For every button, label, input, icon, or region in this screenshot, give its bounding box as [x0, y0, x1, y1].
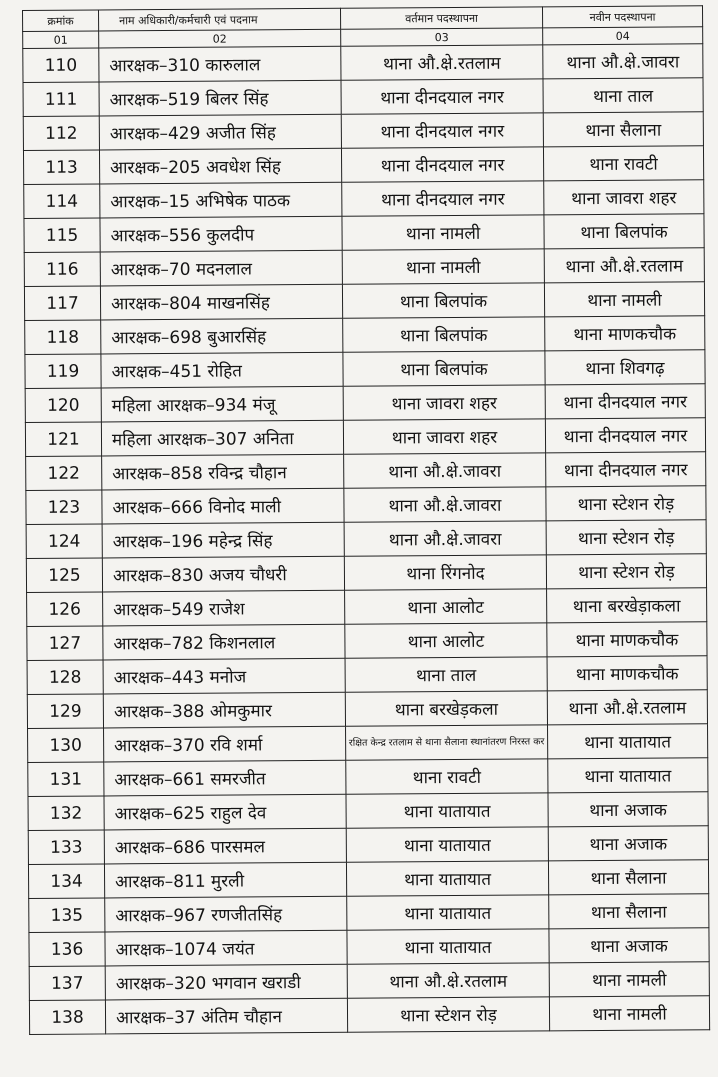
- new-posting-cell: थाना अजाक: [548, 826, 708, 861]
- new-posting-cell: थाना सैलाना: [543, 112, 703, 147]
- serial-number-cell: 111: [23, 82, 99, 117]
- table-row: [24, 248, 704, 287]
- new-posting-cell: थाना स्टेशन रोड़: [546, 520, 706, 555]
- header-new-posting: नवीन पदस्थापना: [542, 6, 702, 28]
- serial-number-cell: 131: [28, 762, 104, 797]
- current-posting-cell: थाना बिलपांक: [343, 351, 545, 386]
- current-posting-cell: थाना आलोट: [345, 623, 547, 658]
- table-row: [26, 554, 706, 593]
- current-posting-cell: थाना दीनदयाल नगर: [341, 147, 543, 182]
- serial-number-cell: 134: [28, 864, 104, 899]
- new-posting-cell: थाना माणकचौक: [545, 316, 705, 351]
- serial-number-cell: 119: [25, 354, 101, 389]
- table-row: [24, 214, 704, 253]
- name-designation-cell: आरक्षक–205 अवधेश सिंह: [99, 148, 341, 184]
- table-row: [25, 316, 705, 355]
- column-number: 03: [341, 28, 543, 46]
- current-posting-cell: थाना औ.क्षे.रतलाम: [341, 45, 543, 80]
- new-posting-cell: थाना दीनदयाल नगर: [545, 418, 705, 453]
- table-row: [24, 180, 704, 219]
- new-posting-cell: थाना यातायात: [548, 758, 708, 793]
- table-row: [24, 282, 704, 321]
- current-posting-cell: थाना जावरा शहर: [343, 385, 545, 420]
- name-designation-cell: आरक्षक–661 समरजीत: [104, 760, 346, 796]
- serial-number-cell: 116: [24, 252, 100, 287]
- name-designation-cell: आरक्षक–37 अंतिम चौहान: [105, 998, 347, 1034]
- name-designation-cell: आरक्षक–830 अजय चौधरी: [102, 556, 344, 592]
- name-designation-cell: आरक्षक–967 रणजीतसिंह: [105, 896, 347, 932]
- table-row: [25, 350, 705, 389]
- name-designation-cell: आरक्षक–196 महेन्द्र सिंह: [102, 522, 344, 558]
- current-posting-cell: थाना दीनदयाल नगर: [341, 79, 543, 114]
- table-row: [29, 894, 709, 933]
- new-posting-cell: थाना दीनदयाल नगर: [546, 452, 706, 487]
- name-designation-cell: आरक्षक–310 कारुलाल: [99, 46, 341, 82]
- serial-number-cell: 124: [26, 524, 102, 559]
- new-posting-cell: थाना माणकचौक: [547, 656, 707, 691]
- current-posting-cell: रक्षित केन्द्र रतलाम से थाना सैलाना स्थानांतरण निरस्त कर: [346, 725, 548, 760]
- name-designation-cell: आरक्षक–811 मुरली: [104, 862, 346, 898]
- serial-number-cell: 121: [25, 422, 101, 457]
- name-designation-cell: आरक्षक–1074 जयंत: [105, 930, 347, 966]
- serial-number-cell: 129: [27, 694, 103, 729]
- current-posting-cell: थाना यातायात: [346, 861, 548, 896]
- name-designation-cell: आरक्षक–698 बुआरसिंह: [101, 318, 343, 354]
- new-posting-cell: थाना बरखेड़ाकला: [547, 588, 707, 623]
- new-posting-cell: थाना दीनदयाल नगर: [545, 384, 705, 419]
- new-posting-cell: थाना बिलपांक: [544, 214, 704, 249]
- name-designation-cell: महिला आरक्षक–934 मंजू: [101, 386, 343, 422]
- current-posting-cell: थाना औ.क्षे.जावरा: [344, 453, 546, 488]
- table-row: [28, 860, 708, 899]
- serial-number-cell: 136: [29, 932, 105, 967]
- current-posting-cell: थाना नामली: [342, 215, 544, 250]
- table-row: [27, 656, 707, 695]
- current-posting-cell: थाना नामली: [342, 249, 544, 284]
- serial-number-cell: 110: [23, 48, 99, 83]
- serial-number-cell: 118: [25, 320, 101, 355]
- serial-number-cell: 130: [28, 728, 104, 763]
- new-posting-cell: थाना अजाक: [548, 792, 708, 827]
- table-row: [23, 112, 703, 151]
- table-row: [28, 792, 708, 831]
- current-posting-cell: थाना रावटी: [346, 759, 548, 794]
- table-row: [27, 622, 707, 661]
- column-number: 01: [23, 31, 99, 49]
- current-posting-cell: थाना बरखेड़कला: [345, 691, 547, 726]
- current-posting-cell: थाना यातायात: [347, 895, 549, 930]
- new-posting-cell: थाना नामली: [544, 282, 704, 317]
- serial-number-cell: 137: [29, 966, 105, 1001]
- column-number: 02: [99, 29, 341, 48]
- name-designation-cell: आरक्षक–625 राहुल देव: [104, 794, 346, 830]
- serial-number-cell: 133: [28, 830, 104, 865]
- table-row: [23, 78, 703, 117]
- name-designation-cell: आरक्षक–70 मदनलाल: [100, 250, 342, 286]
- serial-number-cell: 112: [23, 116, 99, 151]
- table-row: [26, 452, 706, 491]
- table-row: [29, 996, 709, 1035]
- table-row: [25, 384, 705, 423]
- transfer-list-sheet: [22, 5, 709, 1035]
- column-number: 04: [543, 27, 703, 45]
- transfer-table: [22, 5, 710, 1035]
- serial-number-cell: 123: [26, 490, 102, 525]
- name-designation-cell: महिला आरक्षक–307 अनिता: [101, 420, 343, 456]
- header-serial: क्रमांक: [23, 10, 99, 32]
- new-posting-cell: थाना औ.क्षे.रतलाम: [544, 248, 704, 283]
- serial-number-cell: 127: [27, 626, 103, 661]
- new-posting-cell: थाना सैलाना: [548, 860, 708, 895]
- name-designation-cell: आरक्षक–549 राजेश: [103, 590, 345, 626]
- current-posting-cell: थाना यातायात: [347, 929, 549, 964]
- serial-number-cell: 113: [23, 150, 99, 185]
- new-posting-cell: थाना यातायात: [548, 724, 708, 759]
- table-row: [28, 758, 708, 797]
- name-designation-cell: आरक्षक–519 बिलर सिंह: [99, 80, 341, 116]
- new-posting-cell: थाना औ.क्षे.रतलाम: [547, 690, 707, 725]
- current-posting-cell: थाना यातायात: [346, 793, 548, 828]
- new-posting-cell: थाना नामली: [549, 962, 709, 997]
- new-posting-cell: थाना शिवगढ़: [545, 350, 705, 385]
- name-designation-cell: आरक्षक–443 मनोज: [103, 658, 345, 694]
- current-posting-cell: थाना स्टेशन रोड़: [347, 997, 549, 1032]
- new-posting-cell: थाना माणकचौक: [547, 622, 707, 657]
- serial-number-cell: 135: [29, 898, 105, 933]
- serial-number-cell: 125: [26, 558, 102, 593]
- name-designation-cell: आरक्षक–782 किशनलाल: [103, 624, 345, 660]
- current-posting-cell: थाना ताल: [345, 657, 547, 692]
- table-row: [27, 690, 707, 729]
- table-row: [29, 962, 709, 1001]
- name-designation-cell: आरक्षक–15 अभिषेक पाठक: [100, 182, 342, 218]
- current-posting-cell: थाना औ.क्षे.रतलाम: [347, 963, 549, 998]
- name-designation-cell: आरक्षक–686 पारसमल: [104, 828, 346, 864]
- current-posting-cell: थाना औ.क्षे.जावरा: [344, 487, 546, 522]
- new-posting-cell: थाना ताल: [543, 78, 703, 113]
- current-posting-cell: थाना आलोट: [345, 589, 547, 624]
- serial-number-cell: 120: [25, 388, 101, 423]
- table-row: [28, 826, 708, 865]
- new-posting-cell: थाना जावरा शहर: [544, 180, 704, 215]
- header-current-posting: वर्तमान पदस्थापना: [340, 7, 542, 29]
- name-designation-cell: आरक्षक–858 रविन्द्र चौहान: [102, 454, 344, 490]
- current-posting-cell: थाना रिंगनोद: [344, 555, 546, 590]
- new-posting-cell: थाना अजाक: [549, 928, 709, 963]
- serial-number-cell: 122: [26, 456, 102, 491]
- new-posting-cell: थाना रावटी: [543, 146, 703, 181]
- serial-number-cell: 126: [27, 592, 103, 627]
- name-designation-cell: आरक्षक–320 भगवान खराडी: [105, 964, 347, 1000]
- table-row: [27, 588, 707, 627]
- current-posting-cell: थाना बिलपांक: [343, 317, 545, 352]
- serial-number-cell: 138: [29, 1000, 105, 1035]
- table-row: [29, 928, 709, 967]
- name-designation-cell: आरक्षक–556 कुलदीप: [100, 216, 342, 252]
- serial-number-cell: 117: [24, 286, 100, 321]
- serial-number-cell: 114: [24, 184, 100, 219]
- name-designation-cell: आरक्षक–804 माखनसिंह: [100, 284, 342, 320]
- name-designation-cell: आरक्षक–451 रोहित: [101, 352, 343, 388]
- table-row: [26, 486, 706, 525]
- header-name-designation: नाम अधिकारी/कर्मचारी एवं पदनाम: [99, 8, 341, 31]
- table-row: [23, 44, 703, 83]
- table-body: [23, 44, 710, 1035]
- table-row: [28, 724, 708, 763]
- new-posting-cell: थाना स्टेशन रोड़: [546, 486, 706, 521]
- name-designation-cell: आरक्षक–666 विनोद माली: [102, 488, 344, 524]
- table-row: [23, 146, 703, 185]
- current-posting-cell: थाना बिलपांक: [342, 283, 544, 318]
- new-posting-cell: थाना नामली: [549, 996, 709, 1031]
- serial-number-cell: 128: [27, 660, 103, 695]
- new-posting-cell: थाना स्टेशन रोड़: [546, 554, 706, 589]
- new-posting-cell: थाना सैलाना: [549, 894, 709, 929]
- new-posting-cell: थाना औ.क्षे.जावरा: [543, 44, 703, 79]
- current-posting-cell: थाना दीनदयाल नगर: [341, 113, 543, 148]
- current-posting-cell: थाना यातायात: [346, 827, 548, 862]
- table-row: [26, 520, 706, 559]
- serial-number-cell: 132: [28, 796, 104, 831]
- name-designation-cell: आरक्षक–370 रवि शर्मा: [104, 726, 346, 762]
- table-row: [25, 418, 705, 457]
- current-posting-cell: थाना जावरा शहर: [343, 419, 545, 454]
- name-designation-cell: आरक्षक–388 ओमकुमार: [103, 692, 345, 728]
- serial-number-cell: 115: [24, 218, 100, 253]
- current-posting-cell: थाना दीनदयाल नगर: [342, 181, 544, 216]
- name-designation-cell: आरक्षक–429 अजीत सिंह: [99, 114, 341, 150]
- current-posting-cell: थाना औ.क्षे.जावरा: [344, 521, 546, 556]
